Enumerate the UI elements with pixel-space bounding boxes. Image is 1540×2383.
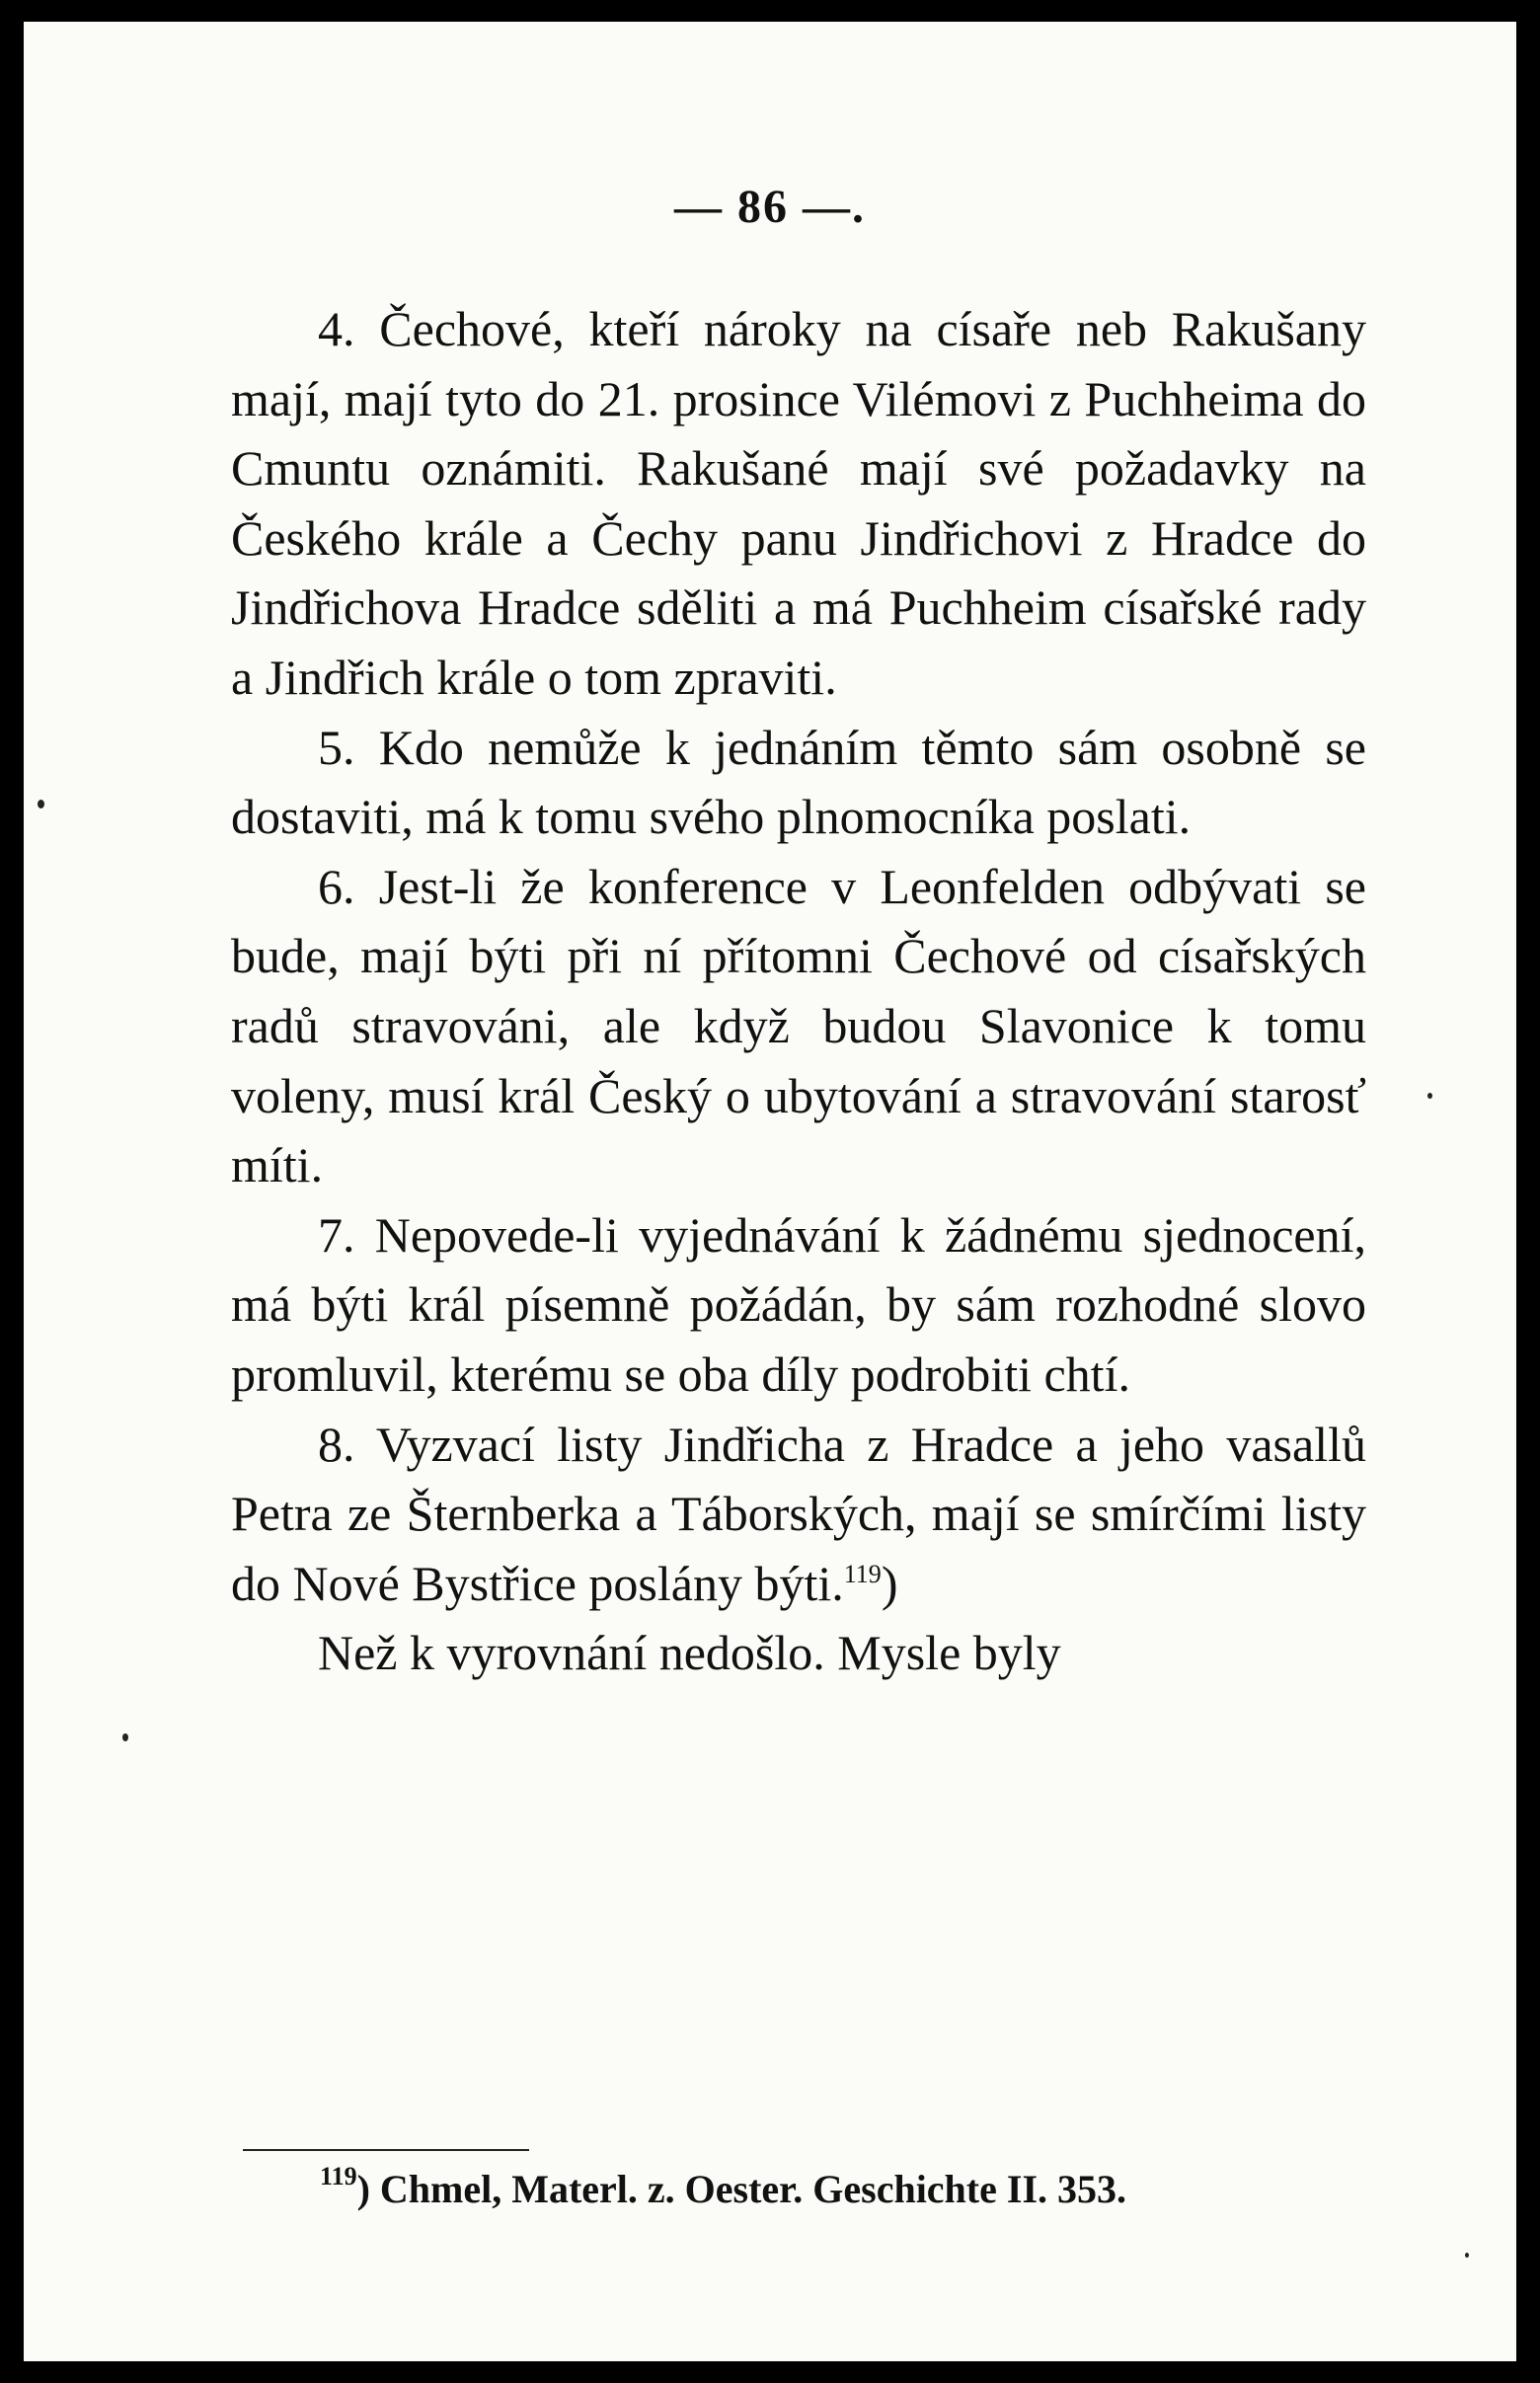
ink-speck (1427, 1093, 1432, 1099)
footnote (320, 2162, 1386, 2217)
paragraph-6: 6. Jest-li že konference v Leonfelden odbývati se bude, mají býti při ní přítomni Čechové od císařských radů stravováni, ale když budou Slavonice k tomu voleny, musí král Český o ubytování a stravování starosť míti. (231, 858, 1366, 1193)
footnote-marker: 119 (320, 2162, 357, 2191)
footnote-text: ) Chmel, Materl. z. Oester. Geschichte II. 353. (356, 2167, 1127, 2211)
paragraph-last: Než k vyrovnání nedošlo. Mysle byly (318, 1625, 1061, 1681)
body-text (231, 294, 1366, 1688)
paragraph-8-text: 8. Vyzvací listy Jindřicha z Hradce a jeho vasallů Petra ze Šternberka a Táborských, mají se smírčími listy do Nové Bystřice poslány býti. (231, 1416, 1366, 1611)
paragraph-5: 5. Kdo nemůže k jednáním těmto sám osobně se dostaviti, má k tomu svého plnomocníka poslati. (231, 719, 1366, 845)
paragraph-7: 7. Nepovede-li vyjednávání k žádnému sjednocení, má býti král písemně požádán, by sám rozhodné slovo promluvil, kterému se oba díly podrobiti chtí. (231, 1206, 1366, 1402)
ink-speck (122, 1733, 128, 1741)
footnote-rule (243, 2149, 529, 2151)
paragraph-8-end: ) (881, 1555, 898, 1611)
ink-speck (1465, 2253, 1469, 2258)
paragraph-8 (231, 1410, 1366, 1619)
page-number-header: — 86 —. (674, 181, 866, 233)
ink-speck (38, 800, 44, 808)
footnote-reference: 119 (843, 1559, 882, 1588)
paragraph-4: 4. Čechové, kteří nároky na císaře neb Rakušany mají, mají tyto do 21. prosince Vilémovi z Puchheima do Cmuntu oznámiti. Rakušané mají své požadavky na Českého krále a Čechy panu Jindřichovi z Hradce do Jindřichova Hradce sděliti a má Puchheim císařské rady a Jindřich krále o tom zpraviti. (231, 301, 1366, 705)
book-page (24, 22, 1516, 2361)
